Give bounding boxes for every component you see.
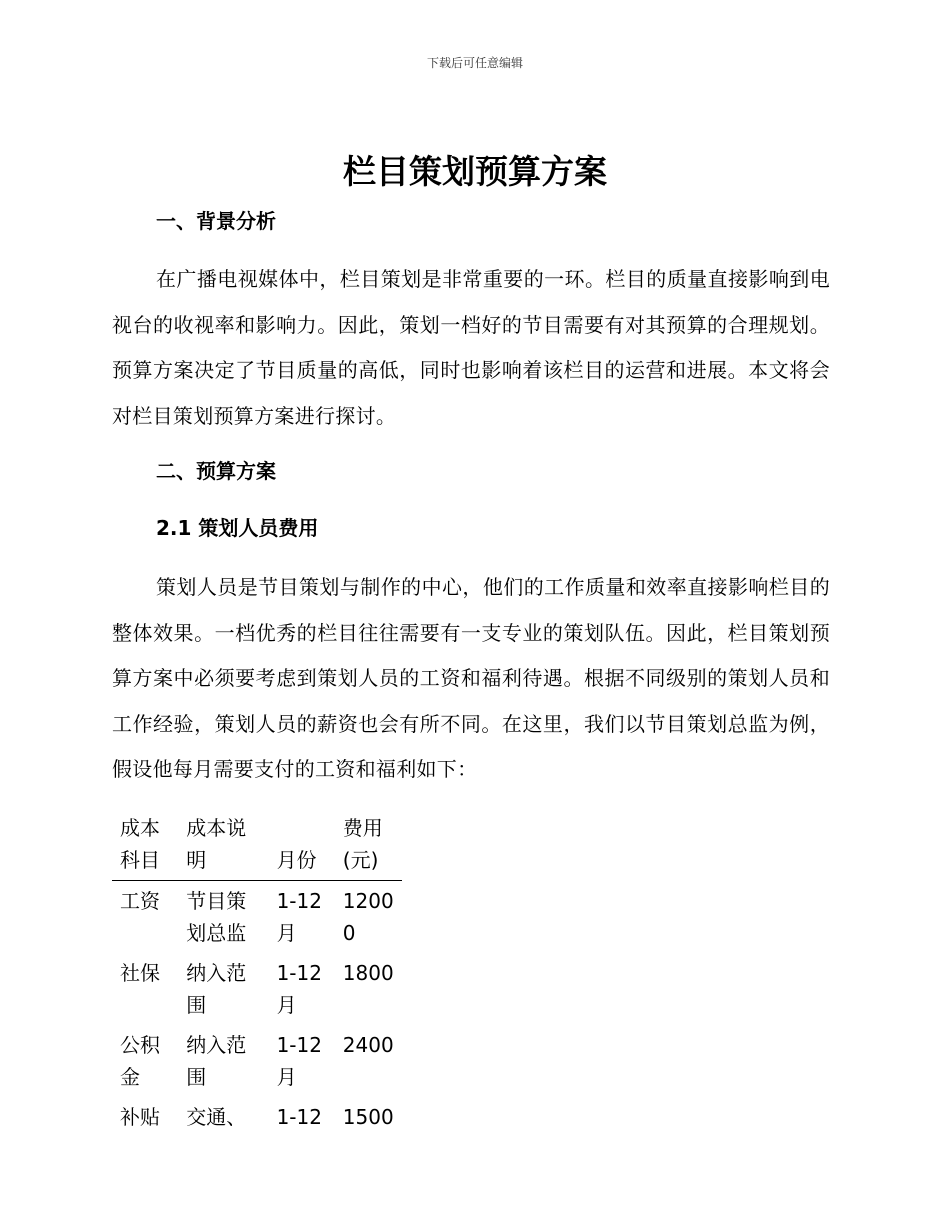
column-header-cost-amount: 费用(元) bbox=[335, 808, 402, 881]
table-row bbox=[112, 881, 402, 954]
section-heading-background: 一、背景分析 bbox=[156, 209, 276, 233]
cost-table bbox=[112, 808, 402, 1137]
cell-cost-amount: 2400 bbox=[342, 1033, 394, 1057]
page-header: 下载后可任意编辑 bbox=[426, 56, 523, 70]
column-header-month: 月份 bbox=[269, 808, 335, 881]
document-title: 栏目策划预算方案 bbox=[343, 152, 607, 191]
table-row bbox=[112, 1097, 402, 1137]
cell-cost-amount: 1500 bbox=[342, 1105, 394, 1129]
cell-cost-description: 纳入范围 bbox=[186, 961, 247, 1017]
cell-cost-item: 补贴 bbox=[120, 1105, 160, 1129]
cell-cost-item: 公积金 bbox=[120, 1033, 160, 1089]
cell-cost-description: 交通、 bbox=[186, 1105, 247, 1129]
cell-cost-amount: 1800 bbox=[342, 961, 394, 985]
cell-cost-description: 节目策划总监 bbox=[186, 889, 247, 945]
column-header-cost-item: 成本科目 bbox=[112, 808, 178, 881]
table-header-row bbox=[112, 808, 402, 881]
cell-cost-item: 社保 bbox=[120, 961, 160, 985]
cell-month: 1-12月 bbox=[276, 889, 322, 945]
cell-cost-amount: 12000 bbox=[342, 889, 394, 945]
table-row bbox=[112, 1025, 402, 1097]
subsection-heading-staff-cost: 2.1 策划人员费用 bbox=[156, 516, 319, 540]
table-row bbox=[112, 953, 402, 1025]
cell-month: 1-12月 bbox=[276, 1033, 322, 1089]
background-paragraph: 在广播电视媒体中，栏目策划是非常重要的一环。栏目的质量直接影响到电视台的收视率和影响力。因此，策划一档好的节目需要有对其预算的合理规划。预算方案决定了节目质量的高低，同时也影响着该栏目的运营和进展。本文将会对栏目策划预算方案进行探讨。 bbox=[112, 267, 830, 428]
column-header-cost-description: 成本说明 bbox=[178, 808, 268, 881]
cell-cost-description: 纳入范围 bbox=[186, 1033, 247, 1089]
staff-cost-paragraph: 策划人员是节目策划与制作的中心，他们的工作质量和效率直接影响栏目的整体效果。一档优秀的栏目往往需要有一支专业的策划队伍。因此，栏目策划预算方案中必须要考虑到策划人员的工资和福利待遇。根据不同级别的策划人员和工作经验，策划人员的薪资也会有所不同。在这里，我们以节目策划总监为例，假设他每月需要支付的工资和福利如下： bbox=[112, 575, 830, 781]
section-heading-budget: 二、预算方案 bbox=[156, 459, 276, 483]
cell-cost-item: 工资 bbox=[120, 889, 160, 913]
cell-month: 1-12月 bbox=[276, 961, 322, 1017]
cell-month: 1-12 bbox=[276, 1105, 322, 1129]
